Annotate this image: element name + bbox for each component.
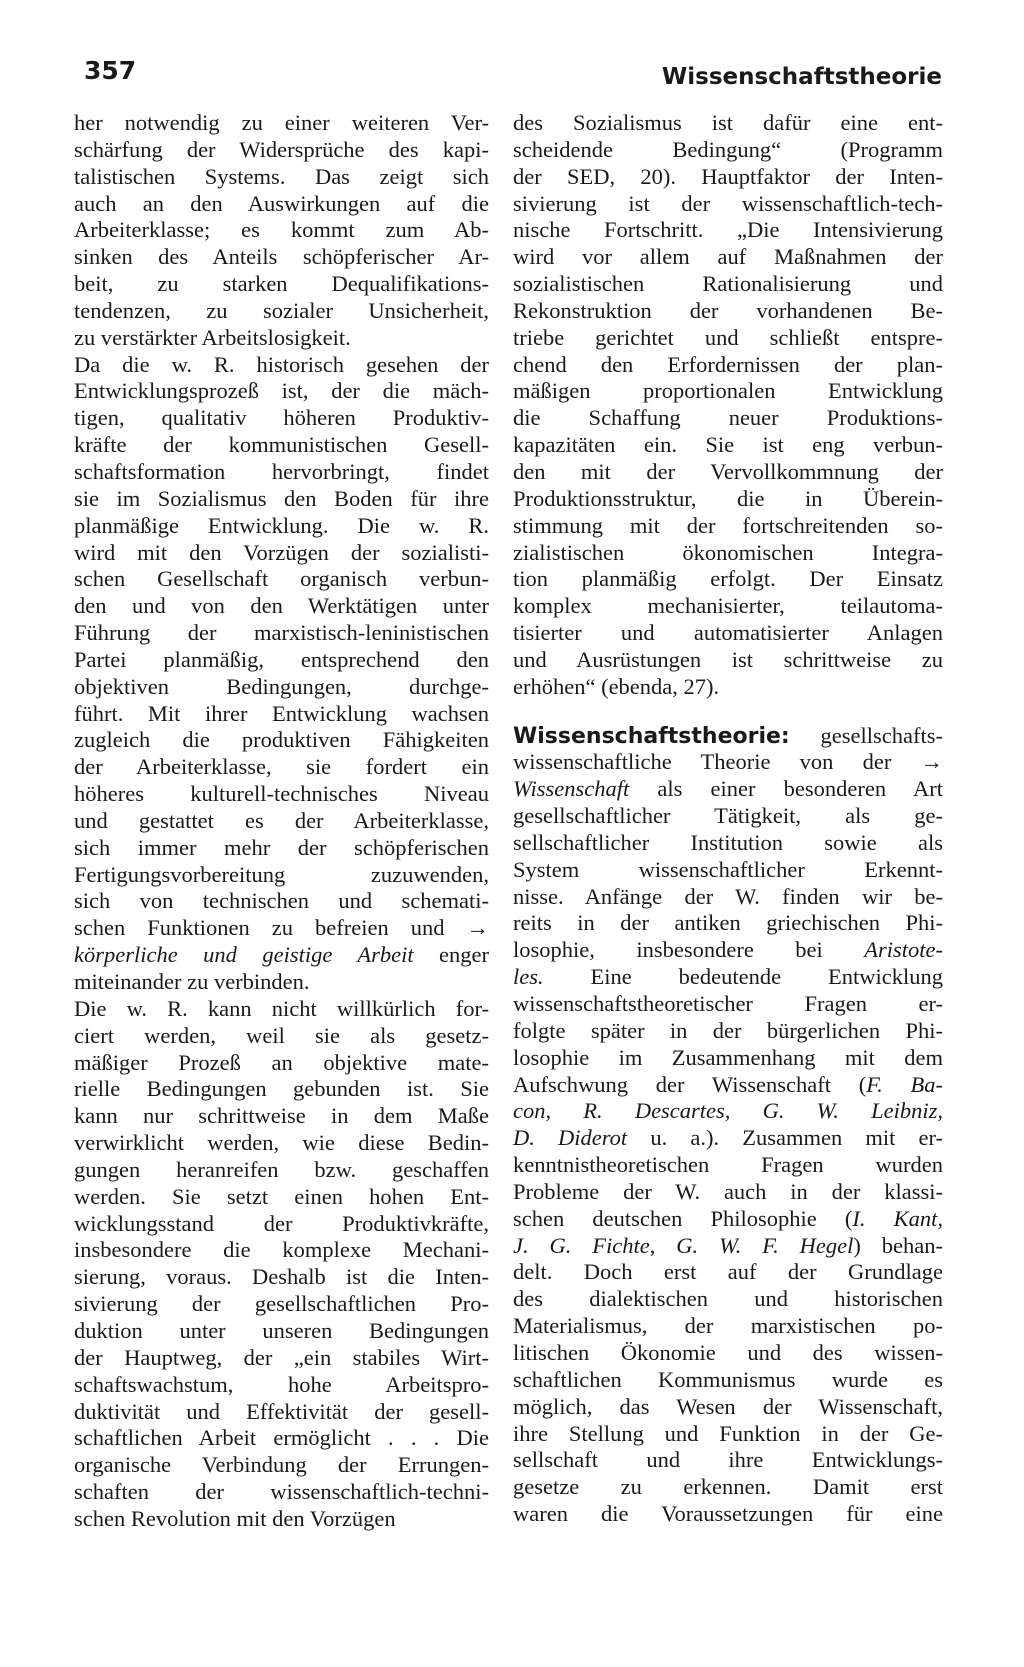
text-segment: Entwicklungsprozeß ist, der die mäch- <box>74 378 489 404</box>
text-segment: Probleme der W. auch in der klassi- <box>513 1178 943 1204</box>
text-segment: schaften der wissenschaftlich-techni- <box>74 1479 489 1505</box>
text-line <box>74 378 489 405</box>
text-segment: schen Gesellschaft organisch verbun- <box>74 566 489 592</box>
text-line <box>74 271 489 298</box>
entry-spacer <box>513 701 943 723</box>
text-segment: Eine bedeutende Entwicklung <box>543 964 943 990</box>
text-segment: und gestattet es der Arbeiterklasse, <box>74 807 489 833</box>
text-segment: zu verstärkter Arbeitslosigkeit. <box>74 324 351 350</box>
text-segment: u. a.). Zusammen mit er- <box>627 1125 943 1151</box>
text-segment: kann nur schrittweise in dem Maße <box>74 1103 489 1129</box>
italic-segment: F. Ba- <box>866 1071 943 1097</box>
text-line <box>74 1291 489 1318</box>
text-segment: sinken des Anteils schöpferischer Ar- <box>74 244 489 270</box>
text-segment: schaftlichen Arbeit ermöglicht . . . Die <box>74 1425 489 1451</box>
text-segment: talistischen Systems. Das zeigt sich <box>74 163 489 189</box>
text-segment: gesellschaftlicher Tätigkeit, als ge- <box>513 803 943 829</box>
text-line <box>74 513 489 540</box>
text-line <box>513 910 943 937</box>
text-segment: Arbeiterklasse; es kommt zum Ab- <box>74 217 489 243</box>
text-line <box>74 727 489 754</box>
text-line <box>513 1474 943 1501</box>
text-segment: System wissenschaftlicher Erkennt- <box>513 856 943 882</box>
text-line <box>74 1479 489 1506</box>
text-line <box>74 942 489 969</box>
text-segment: der Hauptweg, der „ein stabiles Wirt- <box>74 1344 489 1370</box>
text-segment: kräfte der kommunistischen Gesell- <box>74 432 489 458</box>
text-segment: folgte später in der bürgerlichen Phi- <box>513 1017 943 1043</box>
text-line <box>513 1233 943 1260</box>
text-line <box>74 110 489 137</box>
text-line <box>74 405 489 432</box>
text-segment: wissenschaftliche Theorie von der → <box>513 749 943 775</box>
text-line <box>513 1125 943 1152</box>
text-segment: enger <box>413 942 489 968</box>
text-line <box>513 405 943 432</box>
text-segment: Rekonstruktion der vorhandenen Be- <box>513 297 943 323</box>
text-segment: Materialismus, der marxistischen po- <box>513 1313 943 1339</box>
text-line <box>74 164 489 191</box>
text-line <box>513 378 943 405</box>
text-line <box>74 1425 489 1452</box>
text-segment: komplex mechanisierter, teilautoma- <box>513 593 943 619</box>
text-segment: Die w. R. kann nicht willkürlich for- <box>74 995 489 1021</box>
text-line <box>74 969 489 996</box>
text-segment: objektiven Bedingungen, durchge- <box>74 673 489 699</box>
text-line <box>74 754 489 781</box>
text-line <box>74 996 489 1023</box>
text-segment: scheidende Bedingung“ (Programm <box>513 136 943 162</box>
text-line <box>74 298 489 325</box>
text-line <box>513 1340 943 1367</box>
text-line <box>513 1447 943 1474</box>
text-line <box>74 217 489 244</box>
text-segment: Da die w. R. historisch gesehen der <box>74 351 489 377</box>
text-line <box>513 1206 943 1233</box>
text-line <box>513 1421 943 1448</box>
text-segment: nisse. Anfänge der W. finden wir be- <box>513 883 943 909</box>
text-segment: werden. Sie setzt einen hohen Ent- <box>74 1183 489 1209</box>
text-segment: als einer besonderen Art <box>629 776 943 802</box>
text-line <box>74 835 489 862</box>
text-segment: sivierung ist der wissenschaftlich-tech- <box>513 190 943 216</box>
text-segment: auch an den Auswirkungen auf die <box>74 190 489 216</box>
text-line <box>513 164 943 191</box>
text-line <box>74 352 489 379</box>
text-segment: sich von technischen und schemati- <box>74 888 489 914</box>
text-segment: gesetze zu erkennen. Damit erst <box>513 1474 943 1500</box>
italic-segment: les. <box>513 964 544 990</box>
text-line <box>513 1152 943 1179</box>
text-segment: Aufschwung der Wissenschaft ( <box>513 1071 867 1097</box>
text-segment: ihre Stellung und Funktion in der Ge- <box>513 1420 943 1446</box>
text-segment: tisierter und automatisierter Anlagen <box>513 620 943 646</box>
entry-first-line <box>513 723 943 750</box>
text-line <box>74 1050 489 1077</box>
text-line <box>513 1501 943 1528</box>
text-line <box>513 1367 943 1394</box>
text-segment: zugleich die produktiven Fähigkeiten <box>74 727 489 753</box>
text-line <box>74 915 489 942</box>
text-segment: mäßigen proportionalen Entwicklung <box>513 378 943 404</box>
text-segment: schen Funktionen zu befreien und → <box>74 915 489 941</box>
text-line <box>513 298 943 325</box>
text-segment: wird vor allem auf Maßnahmen der <box>513 244 943 270</box>
text-segment: des dialektischen und historischen <box>513 1286 943 1312</box>
text-line <box>74 1157 489 1184</box>
text-segment: schaftlichen Kommunismus wurde es <box>513 1366 943 1392</box>
text-segment: duktion unter unseren Bedingungen <box>74 1317 489 1343</box>
text-line <box>513 352 943 379</box>
text-segment: triebe gerichtet und schließt entspre- <box>513 324 943 350</box>
text-segment: miteinander zu verbinden. <box>74 969 310 994</box>
text-segment: wird mit den Vorzügen der sozialisti- <box>74 539 489 565</box>
text-segment: und Ausrüstungen ist schrittweise zu <box>513 646 943 672</box>
text-line <box>513 110 943 137</box>
italic-segment: I. Kant, <box>852 1205 943 1231</box>
text-line <box>74 1023 489 1050</box>
text-line <box>74 325 489 352</box>
text-line <box>74 674 489 701</box>
text-line <box>74 888 489 915</box>
text-line <box>513 325 943 352</box>
text-line <box>513 432 943 459</box>
italic-segment: J. G. Fichte, G. W. F. Hegel <box>513 1232 854 1258</box>
italic-segment: Aristote- <box>864 937 943 963</box>
text-line <box>513 1259 943 1286</box>
text-segment: sellschaftlicher Institution sowie als <box>513 829 943 855</box>
text-segment: sivierung der gesellschaftlichen Pro- <box>74 1291 489 1317</box>
text-segment: tendenzen, zu sozialer Unsicherheit, <box>74 297 489 323</box>
entry-term: Wissenschaftstheorie: <box>513 723 790 749</box>
text-line <box>74 593 489 620</box>
text-segment: schen deutschen Philosophie ( <box>513 1205 853 1231</box>
text-line <box>74 808 489 835</box>
text-line <box>74 1452 489 1479</box>
text-segment: zialistischen ökonomischen Integra- <box>513 539 943 565</box>
text-line <box>513 1286 943 1313</box>
text-segment: rielle Bedingungen gebunden ist. Sie <box>74 1076 489 1102</box>
text-line <box>513 540 943 567</box>
text-line <box>74 1130 489 1157</box>
text-line <box>74 1506 489 1533</box>
text-line <box>513 1072 943 1099</box>
text-line <box>513 749 943 776</box>
text-line <box>74 1237 489 1264</box>
text-line <box>513 1179 943 1206</box>
text-segment: ciert werden, weil sie als gesetz- <box>74 1022 489 1048</box>
italic-segment: körperliche und geistige Arbeit <box>74 942 414 968</box>
text-line <box>513 486 943 513</box>
text-segment: nische Fortschritt. „Die Intensivierung <box>513 217 943 243</box>
text-line <box>74 432 489 459</box>
text-segment: schärfung der Widersprüche des kapi- <box>74 136 489 162</box>
text-line <box>74 1264 489 1291</box>
text-line <box>74 781 489 808</box>
text-line <box>74 1399 489 1426</box>
text-line <box>74 1372 489 1399</box>
text-segment: sozialistischen Rationalisierung und <box>513 271 943 297</box>
text-line <box>74 1076 489 1103</box>
text-segment: losophie im Zusammenhang mit dem <box>513 1044 943 1070</box>
text-segment: planmäßige Entwicklung. Die w. R. <box>74 512 489 538</box>
text-segment: ) behan- <box>853 1232 943 1258</box>
text-line <box>513 271 943 298</box>
text-line <box>513 964 943 991</box>
text-segment: sierung, voraus. Deshalb ist die Inten- <box>74 1264 489 1290</box>
text-line <box>513 1018 943 1045</box>
entry-first-line-rest: gesellschafts- <box>789 722 943 748</box>
right-column-continuation <box>513 110 943 701</box>
text-line <box>513 1394 943 1421</box>
text-line <box>513 593 943 620</box>
text-line <box>513 513 943 540</box>
text-segment: Fertigungsvorbereitung zuzuwenden, <box>74 861 489 887</box>
text-line <box>74 566 489 593</box>
text-segment: her notwendig zu einer weiteren Ver- <box>74 110 489 135</box>
text-line <box>74 1103 489 1130</box>
text-line <box>513 674 943 701</box>
left-column <box>74 110 489 1533</box>
text-segment: waren die Voraussetzungen für eine <box>513 1501 943 1527</box>
italic-segment: D. Diderot <box>513 1125 628 1151</box>
text-segment: der SED, 20). Hauptfaktor der Inten- <box>513 163 943 189</box>
text-segment: organische Verbindung der Errungen- <box>74 1452 489 1478</box>
text-segment: schaftswachstum, hohe Arbeitspro- <box>74 1371 489 1397</box>
text-segment: schaftsformation hervorbringt, findet <box>74 458 489 484</box>
text-segment: reits in der antiken griechischen Phi- <box>513 910 943 936</box>
text-segment: der Arbeiterklasse, sie fordert ein <box>74 754 489 780</box>
text-line <box>513 1313 943 1340</box>
text-line <box>513 217 943 244</box>
text-segment: führt. Mit ihrer Entwicklung wachsen <box>74 700 489 726</box>
text-segment: litischen Ökonomie und des wissen- <box>513 1339 943 1365</box>
text-segment: mäßiger Prozeß an objektive mate- <box>74 1049 489 1075</box>
text-segment: gungen heranreifen bzw. geschaffen <box>74 1156 489 1182</box>
text-segment: tigen, qualitativ höheren Produktiv- <box>74 405 489 431</box>
text-segment: möglich, das Wesen der Wissenschaft, <box>513 1393 943 1419</box>
text-line <box>74 137 489 164</box>
text-line <box>513 459 943 486</box>
text-segment: kapazitäten ein. Sie ist eng verbun- <box>513 432 943 458</box>
text-line <box>513 1045 943 1072</box>
text-segment: des Sozialismus ist dafür eine ent- <box>513 110 943 135</box>
text-line <box>513 937 943 964</box>
entry-body <box>513 749 943 1527</box>
text-line <box>74 862 489 889</box>
text-segment: verwirklicht werden, wie diese Bedin- <box>74 1130 489 1156</box>
text-line <box>513 647 943 674</box>
text-line <box>513 191 943 218</box>
text-line <box>74 1211 489 1238</box>
text-line <box>74 486 489 513</box>
running-head: Wissenschaftstheorie <box>661 64 942 90</box>
text-segment: sellschaft und ihre Entwicklungs- <box>513 1447 943 1473</box>
text-line <box>74 244 489 271</box>
text-segment: höheres kulturell-technisches Niveau <box>74 781 489 807</box>
text-segment: erhöhen“ (ebenda, 27). <box>513 673 720 699</box>
text-segment: stimmung mit der fortschreitenden so- <box>513 512 943 538</box>
text-line <box>74 647 489 674</box>
text-segment: wissenschaftstheoretischer Fragen er- <box>513 991 943 1016</box>
text-line <box>513 244 943 271</box>
text-line <box>513 857 943 884</box>
text-segment: die Schaffung neuer Produktions- <box>513 405 943 431</box>
text-segment: beit, zu starken Dequalifikations- <box>74 271 489 297</box>
text-line <box>513 566 943 593</box>
text-segment: wicklungsstand der Produktivkräfte, <box>74 1210 489 1236</box>
text-line <box>513 803 943 830</box>
text-line <box>74 1318 489 1345</box>
right-column <box>513 110 943 1528</box>
page-number: 357 <box>84 56 137 85</box>
text-segment: den und von den Werktätigen unter <box>74 593 489 619</box>
text-segment: sie im Sozialismus den Boden für ihre <box>74 485 489 511</box>
text-line <box>74 191 489 218</box>
text-segment: sich immer mehr der schöpferischen <box>74 834 489 860</box>
text-segment: losophie, insbesondere bei <box>513 937 865 963</box>
text-segment: duktivität und Effektivität der gesell- <box>74 1398 489 1424</box>
text-segment: tion planmäßig erfolgt. Der Einsatz <box>513 566 943 592</box>
text-line <box>74 540 489 567</box>
text-segment: chend den Erfordernissen der plan- <box>513 351 943 377</box>
text-line <box>74 459 489 486</box>
text-line <box>74 1345 489 1372</box>
text-segment: schen Revolution mit den Vorzügen <box>74 1505 396 1531</box>
text-line <box>513 991 943 1018</box>
text-segment: kenntnistheoretischen Fragen wurden <box>513 1152 943 1178</box>
text-line <box>513 137 943 164</box>
text-segment: Produktionsstruktur, die in Überein- <box>513 485 943 511</box>
italic-segment: con, R. Descartes, G. W. Leibniz, <box>513 1098 943 1124</box>
text-line <box>74 620 489 647</box>
text-line <box>513 620 943 647</box>
text-line <box>74 701 489 728</box>
text-line <box>513 1098 943 1125</box>
text-segment: insbesondere die komplexe Mechani- <box>74 1237 489 1263</box>
text-segment: Partei planmäßig, entsprechend den <box>74 646 489 672</box>
text-line <box>513 884 943 911</box>
italic-segment: Wissenschaft <box>513 776 630 802</box>
text-line <box>74 1184 489 1211</box>
text-line <box>513 776 943 803</box>
text-segment: Führung der marxistisch-leninistischen <box>74 620 489 646</box>
text-segment: den mit der Vervollkommnung der <box>513 458 943 484</box>
text-line <box>513 830 943 857</box>
text-segment: delt. Doch erst auf der Grundlage <box>513 1259 943 1285</box>
